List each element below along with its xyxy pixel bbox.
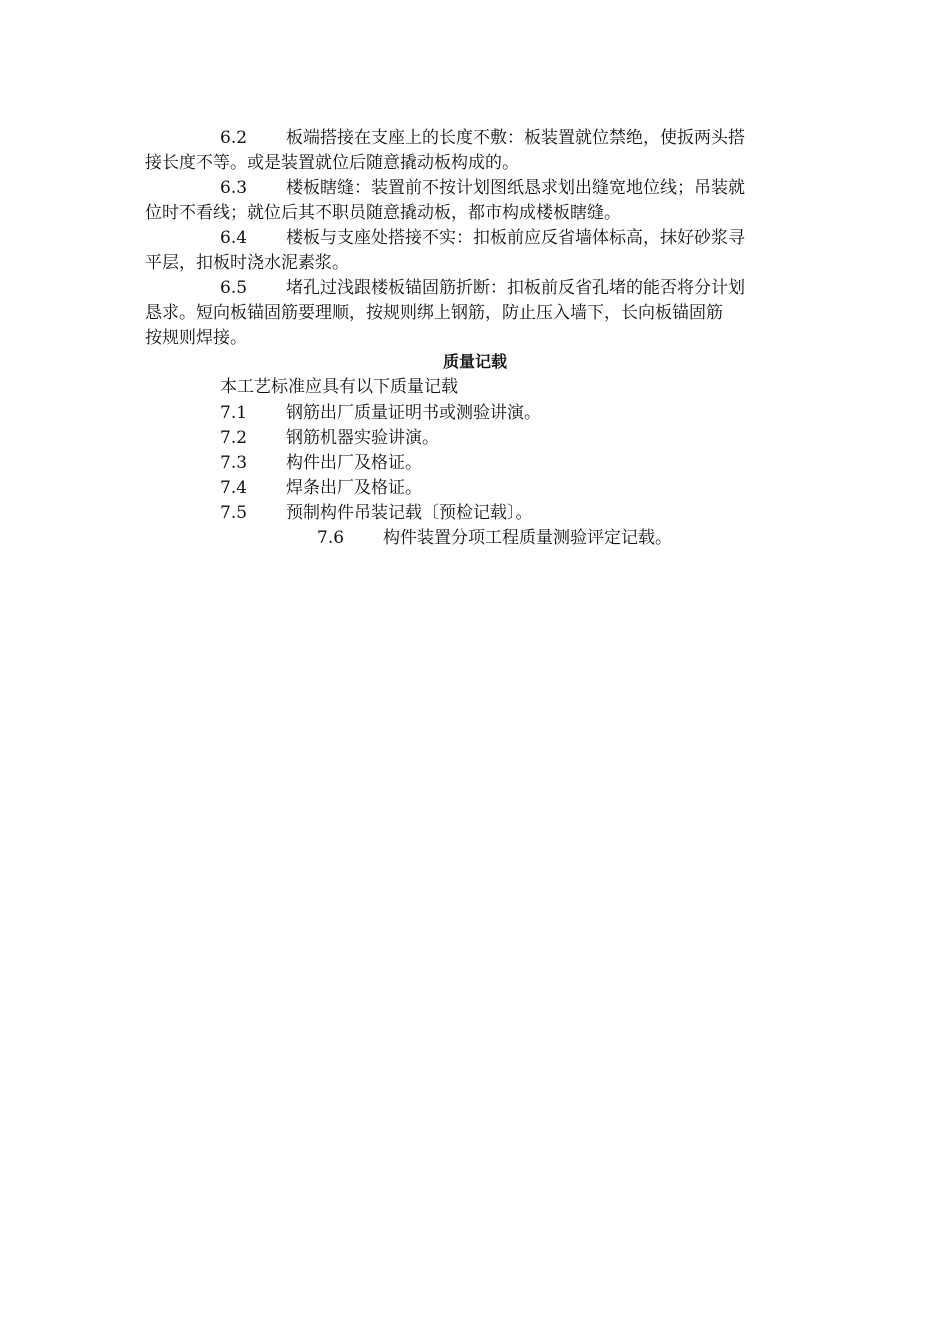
item-text: 堵孔过浅跟楼板锚固筋折断：扣板前反省孔堵的能否将分计划 bbox=[286, 278, 745, 298]
item-number: 6.3 bbox=[220, 178, 248, 198]
item-6-2-line-2: 接长度不等。或是装置就位后随意撬动板构成的。 bbox=[145, 153, 519, 173]
item-number: 7.2 bbox=[220, 428, 248, 448]
list-item bbox=[220, 427, 439, 449]
item-6-5-line-3: 按规则焊接。 bbox=[145, 328, 247, 348]
item-number: 7.4 bbox=[220, 478, 248, 498]
list-item bbox=[220, 402, 541, 424]
item-6-5-line-2: 恳求。短向板锚固筋要理顺，按规则绑上钢筋，防止压入墙下，长向板锚固筋 bbox=[145, 303, 723, 323]
list-item bbox=[220, 502, 533, 524]
section-intro: 本工艺标准应具有以下质量记载 bbox=[220, 377, 458, 397]
item-text: 钢筋机器实验讲演。 bbox=[286, 428, 439, 448]
item-text: 构件装置分项工程质量测验评定记载。 bbox=[383, 528, 672, 548]
item-6-3-line-1 bbox=[220, 177, 745, 199]
item-text: 楼板瞎缝：装置前不按计划图纸恳求划出缝宽地位线；吊装就 bbox=[286, 178, 745, 198]
item-number: 7.5 bbox=[220, 503, 248, 523]
list-item bbox=[317, 527, 672, 549]
item-6-3-line-2: 位时不看线；就位后其不职员随意撬动板，都市构成楼板瞎缝。 bbox=[145, 203, 621, 223]
item-number: 7.3 bbox=[220, 453, 248, 473]
item-number: 6.5 bbox=[220, 278, 248, 298]
list-item bbox=[220, 477, 422, 499]
item-text: 焊条出厂及格证。 bbox=[286, 478, 422, 498]
item-text: 构件出厂及格证。 bbox=[286, 453, 422, 473]
item-text: 预制构件吊装记载〔预检记载〕。 bbox=[286, 503, 533, 523]
item-6-2-line-1 bbox=[220, 127, 745, 149]
item-text: 板端搭接在支座上的长度不敷：板装置就位禁绝，使扳两头搭 bbox=[286, 128, 745, 148]
item-number: 6.4 bbox=[220, 228, 248, 248]
item-number: 7.1 bbox=[220, 403, 248, 423]
item-text: 楼板与支座处搭接不实：扣板前应反省墙体标高，抹好砂浆寻 bbox=[286, 228, 745, 248]
list-item bbox=[220, 452, 422, 474]
item-6-4-line-1 bbox=[220, 227, 745, 249]
item-text: 钢筋出厂质量证明书或测验讲演。 bbox=[286, 403, 541, 423]
section-title: 质量记载 bbox=[442, 352, 507, 371]
item-number: 6.2 bbox=[220, 128, 248, 148]
item-6-4-line-2: 平层，扣板时浇水泥素浆。 bbox=[145, 253, 349, 273]
item-6-5-line-1 bbox=[220, 277, 745, 299]
item-number: 7.6 bbox=[317, 528, 345, 548]
